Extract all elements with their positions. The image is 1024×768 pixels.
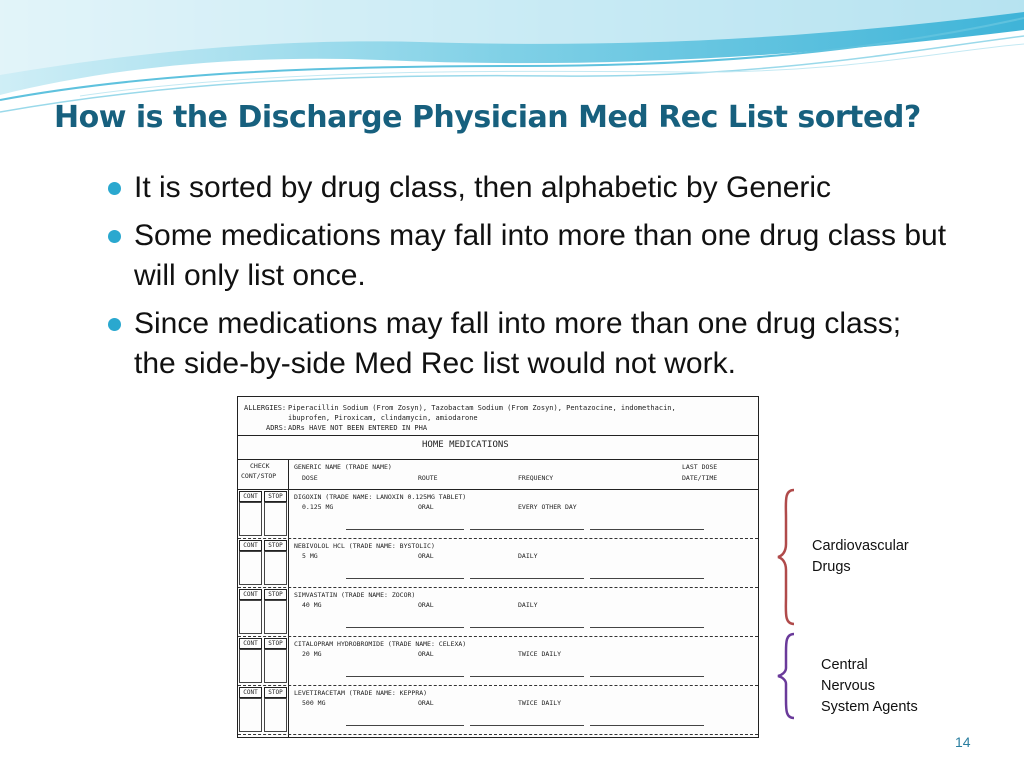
group-label-line: Nervous xyxy=(821,678,875,694)
check-header: CHECK xyxy=(250,462,270,470)
blank-line xyxy=(346,529,464,530)
blank-line xyxy=(470,627,584,628)
dose-header: DOSE xyxy=(302,474,318,482)
med-route: ORAL xyxy=(418,503,434,511)
allergies-section xyxy=(238,397,758,436)
med-route: ORAL xyxy=(418,699,434,707)
cont-checkbox[interactable] xyxy=(239,698,262,732)
bullet-item xyxy=(108,304,948,384)
blank-line xyxy=(470,725,584,726)
slide-title: How is the Discharge Physician Med Rec List sorted? xyxy=(54,100,921,135)
med-row xyxy=(238,636,758,686)
med-frequency: DAILY xyxy=(518,552,538,560)
bullet-text: Some medications may fall into more than one drug class but will only list once. xyxy=(134,219,947,292)
cont-checkbox[interactable] xyxy=(239,551,262,585)
cns-brace-icon xyxy=(776,632,806,720)
stop-box[interactable]: STOP xyxy=(264,540,287,551)
blank-line xyxy=(470,578,584,579)
page-number: 14 xyxy=(955,734,971,750)
med-frequency: TWICE DAILY xyxy=(518,699,562,707)
med-row xyxy=(238,587,758,637)
cont-box[interactable]: CONT xyxy=(239,491,262,502)
frequency-header: FREQUENCY xyxy=(518,474,554,482)
med-route: ORAL xyxy=(418,601,434,609)
generic-name-header: GENERIC NAME (TRADE NAME) xyxy=(294,463,392,471)
cont-checkbox[interactable] xyxy=(239,600,262,634)
last-dose-header: LAST DOSE xyxy=(682,463,718,471)
group-label-line: System Agents xyxy=(821,699,918,715)
bullet-dot-icon xyxy=(108,230,121,243)
med-frequency: TWICE DAILY xyxy=(518,650,562,658)
med-name: LEVETIRACETAM (TRADE NAME: KEPPRA) xyxy=(294,689,428,697)
bullet-text: Since medications may fall into more than one drug class; the side-by-side Med Rec list would not work. xyxy=(134,307,902,380)
stop-checkbox[interactable] xyxy=(264,551,287,585)
stop-checkbox[interactable] xyxy=(264,649,287,683)
cont-checkbox[interactable] xyxy=(239,502,262,536)
stop-box[interactable]: STOP xyxy=(264,638,287,649)
blank-line xyxy=(590,725,704,726)
med-dose: 20 MG xyxy=(302,650,322,658)
blank-line xyxy=(470,676,584,677)
blank-line xyxy=(590,676,704,677)
med-row xyxy=(238,685,758,735)
med-row xyxy=(238,538,758,588)
blank-line xyxy=(346,676,464,677)
column-headers xyxy=(238,459,758,490)
blank-line xyxy=(470,529,584,530)
group-label-line: Drugs xyxy=(812,559,851,575)
med-frequency: EVERY OTHER DAY xyxy=(518,503,577,511)
med-frequency: DAILY xyxy=(518,601,538,609)
med-name: SIMVASTATIN (TRADE NAME: ZOCOR) xyxy=(294,591,416,599)
bullet-item xyxy=(108,168,948,208)
med-name: DIGOXIN (TRADE NAME: LANOXIN 0.125MG TABLET) xyxy=(294,493,467,501)
allergies-line: Piperacillin Sodium (From Zosyn), Tazobactam Sodium (From Zosyn), Pentazocine, indomethacin, xyxy=(288,404,676,412)
cont-box[interactable]: CONT xyxy=(239,638,262,649)
cont-box[interactable]: CONT xyxy=(239,589,262,600)
med-route: ORAL xyxy=(418,552,434,560)
allergies-label: ALLERGIES: xyxy=(244,404,287,412)
route-header: ROUTE xyxy=(418,474,438,482)
blank-line xyxy=(346,578,464,579)
blank-line xyxy=(590,529,704,530)
allergies-line: ibuprofen, Piroxicam, clindamycin, amiodarone xyxy=(288,414,478,422)
stop-checkbox[interactable] xyxy=(264,600,287,634)
cont-stop-header: CONT/STOP xyxy=(241,472,277,480)
med-dose: 500 MG xyxy=(302,699,326,707)
med-name: CITALOPRAM HYDROBROMIDE (TRADE NAME: CELEXA) xyxy=(294,640,467,648)
med-rec-form-scan xyxy=(237,396,759,738)
cont-box[interactable]: CONT xyxy=(239,540,262,551)
stop-box[interactable]: STOP xyxy=(264,589,287,600)
group-label-line: Cardiovascular xyxy=(812,538,909,554)
bullet-dot-icon xyxy=(108,182,121,195)
cont-checkbox[interactable] xyxy=(239,649,262,683)
section-title: HOME MEDICATIONS xyxy=(422,440,509,450)
group-label-line: Central xyxy=(821,657,868,673)
adrs-text: ADRs HAVE NOT BEEN ENTERED IN PHA xyxy=(288,424,428,432)
blank-line xyxy=(346,627,464,628)
stop-box[interactable]: STOP xyxy=(264,491,287,502)
stop-checkbox[interactable] xyxy=(264,502,287,536)
blank-line xyxy=(590,578,704,579)
bullet-dot-icon xyxy=(108,318,121,331)
med-row xyxy=(238,489,758,539)
cont-box[interactable]: CONT xyxy=(239,687,262,698)
cardiovascular-brace-icon xyxy=(776,488,806,626)
bullet-text: It is sorted by drug class, then alphabetic by Generic xyxy=(134,171,832,204)
med-route: ORAL xyxy=(418,650,434,658)
stop-box[interactable]: STOP xyxy=(264,687,287,698)
med-dose: 5 MG xyxy=(302,552,318,560)
med-dose: 0.125 MG xyxy=(302,503,334,511)
med-name: NEBIVOLOL HCL (TRADE NAME: BYSTOLIC) xyxy=(294,542,435,550)
adrs-label: ADRS: xyxy=(266,424,288,432)
cardiovascular-label xyxy=(812,536,909,578)
date-time-header: DATE/TIME xyxy=(682,474,718,482)
blank-line xyxy=(590,627,704,628)
blank-line xyxy=(346,725,464,726)
med-dose: 40 MG xyxy=(302,601,322,609)
stop-checkbox[interactable] xyxy=(264,698,287,732)
bullet-item xyxy=(108,216,948,296)
cns-label xyxy=(821,655,918,718)
bullet-list xyxy=(108,168,948,392)
home-medications-header xyxy=(238,435,758,460)
